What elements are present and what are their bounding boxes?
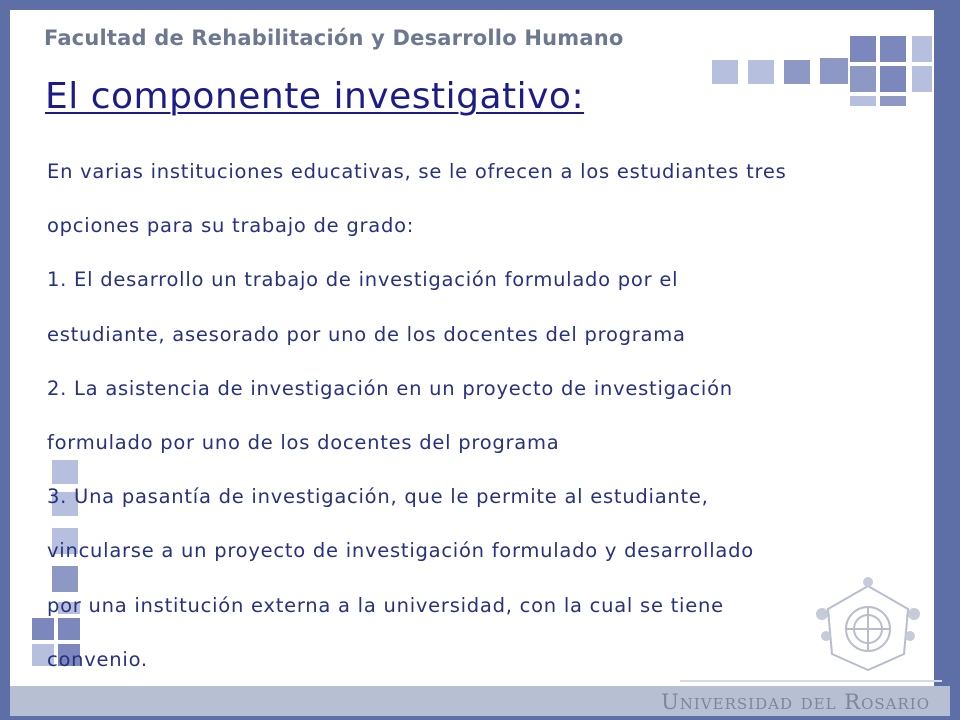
- footer-divider: [680, 680, 942, 682]
- body-line: convenio.: [47, 647, 148, 671]
- body-line: opciones para su trabajo de grado:: [47, 214, 415, 238]
- body-line: 2. La asistencia de investigación en un proyecto de investigación: [47, 376, 733, 400]
- body-text: [47, 152, 932, 694]
- university-name: Universidad del Rosario: [661, 690, 930, 714]
- body-line: vincularse a un proyecto de investigación formulado y desarrollado: [47, 539, 754, 563]
- body-line: formulado por uno de los docentes del programa: [47, 430, 560, 454]
- body-line: 3. Una pasantía de investigación, que le permite al estudiante,: [47, 485, 709, 509]
- body-line: por una institución externa a la universidad, con la cual se tiene: [47, 593, 724, 617]
- frame-right-edge: [934, 10, 950, 686]
- slide-title: El componente investigativo:: [45, 76, 585, 117]
- body-line: 1. El desarrollo un trabajo de investigación formulado por el: [47, 268, 679, 292]
- faculty-header: Facultad de Rehabilitación y Desarrollo Humano: [44, 26, 624, 50]
- university-seal-icon: [808, 574, 928, 674]
- body-line: estudiante, asesorado por uno de los docentes del programa: [47, 322, 686, 346]
- body-line: En varias instituciones educativas, se le ofrecen a los estudiantes tres: [47, 160, 787, 183]
